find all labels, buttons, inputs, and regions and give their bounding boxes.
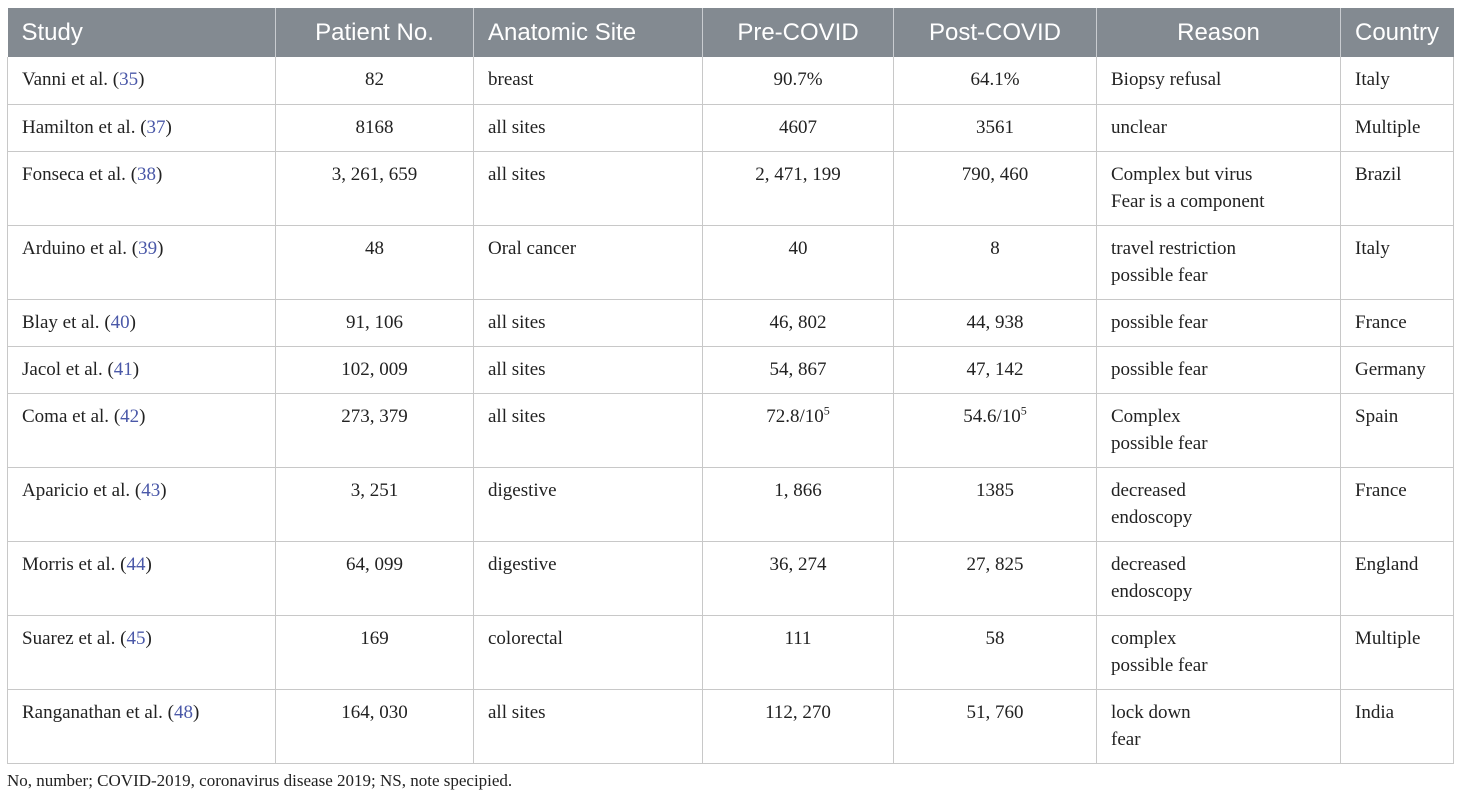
- reference-link[interactable]: 39: [138, 237, 158, 259]
- pre-covid-value: 112, 270: [765, 701, 831, 723]
- reason-line-1: possible fear: [1111, 311, 1208, 333]
- reason-line-1: unclear: [1111, 116, 1167, 138]
- cell-study: Suarez et al. (45): [8, 615, 276, 689]
- cell-patient-no: 48: [276, 225, 474, 299]
- reference-link[interactable]: 38: [137, 163, 157, 185]
- cell-study: Vanni et al. (35): [8, 57, 276, 104]
- reason-line-1: Complex: [1111, 405, 1181, 427]
- cell-study: Fonseca et al. (38): [8, 151, 276, 225]
- cell-country: Germany: [1341, 346, 1454, 393]
- header-reason: Reason: [1097, 8, 1341, 57]
- cell-country: France: [1341, 299, 1454, 346]
- header-row: [8, 8, 1454, 57]
- post-covid-value: 1385: [976, 479, 1014, 501]
- reason-line-1: decreased: [1111, 553, 1186, 575]
- table-row: [8, 104, 1454, 151]
- cell-pre-covid: [703, 151, 894, 225]
- post-covid-value: 790, 460: [961, 163, 1029, 185]
- study-name: Fonseca et al.: [22, 163, 126, 185]
- table-row: [8, 467, 1454, 541]
- reason-line-1: complex: [1111, 627, 1177, 649]
- cell-pre-covid: [703, 57, 894, 104]
- reference-link[interactable]: 48: [173, 701, 193, 723]
- reason-line-2: Fear is a component: [1111, 190, 1265, 212]
- reason-line-2: possible fear: [1111, 654, 1208, 676]
- cell-country: France: [1341, 467, 1454, 541]
- pre-covid-value: 1, 866: [774, 479, 822, 501]
- cell-patient-no: 91, 106: [276, 299, 474, 346]
- cell-anatomic-site: colorectal: [474, 615, 703, 689]
- cell-study: Aparicio et al. (43): [8, 467, 276, 541]
- cell-study: Hamilton et al. (37): [8, 104, 276, 151]
- cell-anatomic-site: digestive: [474, 467, 703, 541]
- post-covid-value: 3561: [976, 116, 1014, 138]
- post-covid-value: 58: [985, 627, 1005, 649]
- pre-covid-value: 72.8/10: [766, 405, 824, 427]
- cell-anatomic-site: all sites: [474, 299, 703, 346]
- cell-country: Multiple: [1341, 104, 1454, 151]
- table-row: [8, 689, 1454, 763]
- cell-pre-covid: [703, 225, 894, 299]
- cell-study: Arduino et al. (39): [8, 225, 276, 299]
- cell-study: Ranganathan et al. (48): [8, 689, 276, 763]
- study-name: Arduino et al.: [22, 237, 128, 259]
- table-row: [8, 615, 1454, 689]
- pre-covid-value: 54, 867: [769, 358, 827, 380]
- cell-reason: [1097, 104, 1341, 151]
- pre-covid-value: 40: [788, 237, 808, 259]
- cell-patient-no: 3, 261, 659: [276, 151, 474, 225]
- post-covid-value: 47, 142: [966, 358, 1024, 380]
- reference-link[interactable]: 41: [113, 358, 133, 380]
- cell-post-covid: [894, 299, 1097, 346]
- study-name: Ranganathan et al.: [22, 701, 163, 723]
- cell-anatomic-site: all sites: [474, 104, 703, 151]
- study-name: Aparicio et al.: [22, 479, 131, 501]
- table-row: [8, 225, 1454, 299]
- post-covid-value: 27, 825: [966, 553, 1024, 575]
- study-table: [7, 8, 1454, 764]
- cell-reason: [1097, 541, 1341, 615]
- reason-line-2: endoscopy: [1111, 506, 1193, 528]
- header-patient-no: Patient No.: [276, 8, 474, 57]
- table-row: [8, 541, 1454, 615]
- cell-patient-no: 3, 251: [276, 467, 474, 541]
- cell-reason: [1097, 346, 1341, 393]
- cell-patient-no: 102, 009: [276, 346, 474, 393]
- cell-country: Spain: [1341, 393, 1454, 467]
- post-covid-value: 8: [990, 237, 1000, 259]
- cell-post-covid: [894, 689, 1097, 763]
- cell-country: Multiple: [1341, 615, 1454, 689]
- cell-reason: [1097, 689, 1341, 763]
- cell-post-covid: [894, 151, 1097, 225]
- cell-anatomic-site: all sites: [474, 393, 703, 467]
- cell-post-covid: [894, 467, 1097, 541]
- cell-study: Blay et al. (40): [8, 299, 276, 346]
- cell-pre-covid: [703, 346, 894, 393]
- table-container: [7, 8, 1453, 764]
- reason-line-1: Biopsy refusal: [1111, 69, 1222, 90]
- study-name: Hamilton et al.: [22, 116, 136, 138]
- study-name: Jacol et al.: [22, 358, 103, 380]
- pre-covid-value: 90.7%: [773, 69, 823, 90]
- reference-link[interactable]: 43: [141, 479, 161, 501]
- table-body: [8, 57, 1454, 763]
- cell-reason: [1097, 57, 1341, 104]
- study-name: Blay et al.: [22, 311, 100, 333]
- pre-covid-value: 36, 274: [769, 553, 827, 575]
- cell-patient-no: 82: [276, 57, 474, 104]
- post-covid-value: 51, 760: [966, 701, 1024, 723]
- cell-study: Jacol et al. (41): [8, 346, 276, 393]
- study-name: Suarez et al.: [22, 627, 116, 649]
- cell-post-covid: [894, 615, 1097, 689]
- cell-country: Brazil: [1341, 151, 1454, 225]
- cell-anatomic-site: breast: [474, 57, 703, 104]
- post-covid-value: 44, 938: [966, 311, 1024, 333]
- reference-link[interactable]: 35: [119, 69, 139, 90]
- reason-line-1: Complex but virus: [1111, 163, 1253, 185]
- reference-link[interactable]: 44: [126, 553, 146, 575]
- cell-anatomic-site: Oral cancer: [474, 225, 703, 299]
- reason-line-1: possible fear: [1111, 358, 1208, 380]
- reference-link[interactable]: 45: [126, 627, 146, 649]
- cell-patient-no: 64, 099: [276, 541, 474, 615]
- table-row: [8, 151, 1454, 225]
- cell-post-covid: [894, 541, 1097, 615]
- reference-link[interactable]: 42: [120, 405, 140, 427]
- cell-study: Morris et al. (44): [8, 541, 276, 615]
- cell-study: Coma et al. (42): [8, 393, 276, 467]
- reason-line-1: travel restriction: [1111, 237, 1237, 259]
- study-name: Morris et al.: [22, 553, 116, 575]
- reason-line-2: possible fear: [1111, 432, 1208, 454]
- reason-line-1: decreased: [1111, 479, 1186, 501]
- cell-anatomic-site: digestive: [474, 541, 703, 615]
- cell-patient-no: 169: [276, 615, 474, 689]
- study-name: Coma et al.: [22, 405, 110, 427]
- cell-reason: [1097, 151, 1341, 225]
- cell-post-covid: [894, 346, 1097, 393]
- reference-link[interactable]: 40: [110, 311, 130, 333]
- cell-pre-covid: [703, 689, 894, 763]
- header-anatomic-site: Anatomic Site: [474, 8, 703, 57]
- cell-country: Italy: [1341, 225, 1454, 299]
- pre-covid-value: 46, 802: [769, 311, 827, 333]
- cell-country: England: [1341, 541, 1454, 615]
- cell-pre-covid: [703, 541, 894, 615]
- table-row: [8, 299, 1454, 346]
- cell-country: India: [1341, 689, 1454, 763]
- cell-anatomic-site: all sites: [474, 346, 703, 393]
- cell-reason: [1097, 467, 1341, 541]
- header-pre-covid: Pre-COVID: [703, 8, 894, 57]
- pre-covid-value: 2, 471, 199: [755, 163, 841, 185]
- cell-pre-covid: [703, 104, 894, 151]
- cell-pre-covid: [703, 299, 894, 346]
- cell-patient-no: 8168: [276, 104, 474, 151]
- cell-post-covid: [894, 225, 1097, 299]
- header-country: Country: [1341, 8, 1454, 57]
- reason-line-1: lock down: [1111, 701, 1191, 723]
- cell-reason: [1097, 299, 1341, 346]
- post-covid-superscript: 5: [1020, 403, 1027, 418]
- header-post-covid: Post-COVID: [894, 8, 1097, 57]
- pre-covid-value: 4607: [779, 116, 817, 138]
- table-row: [8, 57, 1454, 104]
- reason-line-2: possible fear: [1111, 264, 1208, 286]
- reference-link[interactable]: 37: [146, 116, 166, 138]
- cell-pre-covid: [703, 615, 894, 689]
- cell-reason: [1097, 393, 1341, 467]
- pre-covid-value: 111: [784, 627, 812, 649]
- table-row: [8, 393, 1454, 467]
- cell-anatomic-site: all sites: [474, 151, 703, 225]
- cell-reason: [1097, 225, 1341, 299]
- reason-line-2: fear: [1111, 728, 1141, 750]
- header-study: Study: [8, 8, 276, 57]
- post-covid-value: 54.6/10: [963, 405, 1021, 427]
- cell-post-covid: [894, 104, 1097, 151]
- reason-line-2: endoscopy: [1111, 580, 1193, 602]
- cell-pre-covid: [703, 393, 894, 467]
- post-covid-value: 64.1%: [970, 69, 1020, 90]
- cell-country: Italy: [1341, 57, 1454, 104]
- pre-covid-superscript: 5: [823, 403, 830, 418]
- cell-post-covid: [894, 57, 1097, 104]
- cell-patient-no: 273, 379: [276, 393, 474, 467]
- cell-anatomic-site: all sites: [474, 689, 703, 763]
- cell-patient-no: 164, 030: [276, 689, 474, 763]
- footnote: No, number; COVID-2019, coronavirus disease 2019; NS, note specipied.: [7, 771, 513, 790]
- cell-post-covid: [894, 393, 1097, 467]
- cell-pre-covid: [703, 467, 894, 541]
- table-row: [8, 346, 1454, 393]
- cell-reason: [1097, 615, 1341, 689]
- study-name: Vanni et al.: [22, 69, 109, 90]
